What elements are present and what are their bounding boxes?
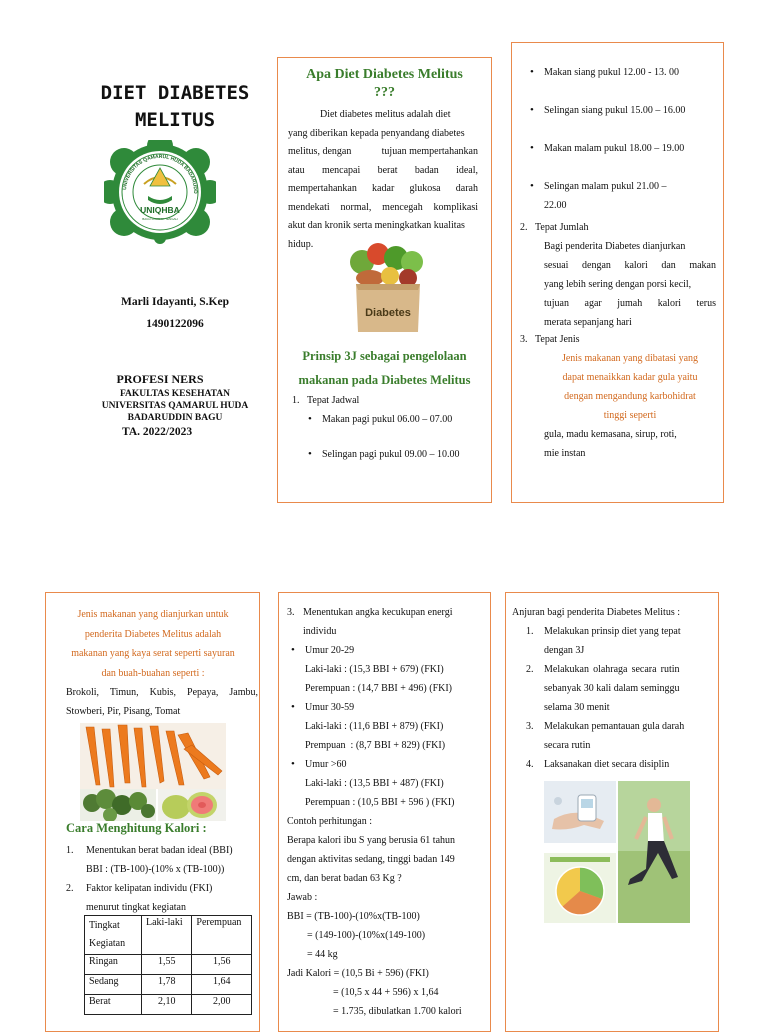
principle-item-3-title — [520, 330, 716, 349]
age-group — [287, 641, 487, 698]
formula-male: Laki-laki : (11,6 BBI + 879) (FKI) — [305, 721, 444, 732]
table-row — [85, 975, 252, 995]
panel-recommendations — [505, 592, 719, 1032]
broccoli-image — [80, 789, 156, 821]
schedule-list-continued — [526, 63, 716, 215]
text-line: dapat menaikkan kadar gula yaitu — [562, 372, 698, 383]
table-cell: 1,78 — [142, 975, 192, 995]
text-line: Melakukan prinsip diet yang tepat — [544, 626, 681, 637]
table-header-cell: Perempuan — [192, 916, 252, 955]
formula-female: Perempuan : (14,7 BBI + 496) (FKI) — [305, 683, 453, 694]
example-title: Contoh perhitungan : — [287, 816, 372, 827]
table-cell: 2,10 — [142, 995, 192, 1015]
recommendation-item — [526, 660, 706, 717]
text-line: BBI : (TB-100)-(10% x (TB-100)) — [86, 864, 225, 875]
panel2-heading-line2: ??? — [374, 85, 395, 100]
principle-item-2-label: Tepat Jumlah — [535, 222, 589, 233]
table-header-row — [85, 916, 252, 955]
step-text — [303, 603, 452, 641]
item-number: 2. — [526, 664, 534, 675]
table-cell: Ringan — [85, 955, 142, 975]
faculty-block — [70, 388, 280, 424]
principle-item-2-title — [520, 218, 716, 237]
panel2-heading-line1: Apa Diet Diabetes Melitus — [306, 67, 463, 82]
vegetable-box-icon — [348, 240, 428, 334]
university-name-2: BADARUDDIN BAGU — [127, 413, 223, 423]
text-line: Brokoli, Timun, Kubis, Pepaya, Jambu, — [66, 687, 258, 698]
table-header-cell: Laki-laki — [142, 916, 192, 955]
text-line: mie instan — [544, 448, 586, 459]
panel2-paragraph — [288, 106, 478, 254]
schedule-list — [304, 410, 487, 464]
principle-item-2-text — [520, 237, 716, 332]
calc-line: = (149-100)-(10%x(149-100) — [307, 930, 426, 941]
recommendation-item — [526, 717, 706, 755]
item-number: 3. — [520, 334, 528, 345]
diabetes-box-label: Diabetes — [365, 307, 411, 319]
item-number: 2. — [520, 222, 528, 233]
age-label: • Umur 20-29 — [305, 645, 355, 656]
text-line: penderita Diabetes Melitus adalah — [84, 628, 222, 640]
step-text — [86, 879, 212, 917]
carrot-image — [80, 723, 226, 789]
schedule-line: 22.00 — [544, 200, 567, 211]
text-line: tujuan agar jumah kalori terus — [544, 298, 716, 309]
text-line: dengan mengandung karbohidrat — [564, 391, 696, 402]
text-line: tinggi seperti — [603, 410, 657, 421]
student-number: 1490122096 — [146, 318, 204, 330]
text-line: Jenis makanan yang dianjurkan untuk — [77, 609, 229, 620]
text-line: individu — [303, 626, 337, 637]
calorie-step-3 — [287, 603, 487, 641]
text-line: Menentukan angka kecukupan energi — [303, 607, 453, 618]
principle-item-3 — [520, 330, 716, 463]
age-groups — [287, 641, 487, 812]
age-label: • Umur >60 — [305, 759, 347, 770]
para-line-a: melitus, dengan — [288, 146, 352, 157]
calc-line: = (10,5 x 44 + 596) x 1,64 — [333, 987, 439, 998]
calorie-step-1 — [66, 841, 258, 879]
text-line: Menentukan berat badan ideal (BBI) — [86, 845, 233, 856]
para-line: akut dan kronik serta meningkatkan kualitas — [288, 220, 465, 231]
recommendation-item — [526, 622, 706, 660]
age-group — [287, 755, 487, 812]
para-line: yang diberikan kepada penyandang diabetes — [288, 127, 465, 139]
restricted-food-text — [520, 349, 716, 425]
energy-content — [287, 603, 487, 1021]
text-line: Faktor kelipatan individu (FKI) — [86, 883, 213, 894]
panel-recommended-food — [45, 592, 260, 1032]
schedule-item: • Makan siang pukul 12.00 - 13. 00 — [526, 63, 716, 82]
step-text — [86, 841, 233, 879]
blood-glucose-meter-icon — [544, 781, 616, 843]
author-name: Marli Idayanti, S.Kep — [121, 296, 229, 308]
exercise-image — [618, 781, 690, 923]
schedule-item: • Makan pagi pukul 06.00 – 07.00 — [304, 410, 487, 429]
academic-year: TA. 2022/2023 — [122, 426, 193, 438]
faculty-name: FAKULTAS KESEHATAN — [119, 389, 231, 399]
table-cell: 1,64 — [192, 975, 252, 995]
table-cell: 1,55 — [142, 955, 192, 975]
table-cell: Berat — [85, 995, 142, 1015]
calc-line: = 44 kg — [307, 949, 338, 960]
item-text — [544, 622, 681, 660]
item-number: 1. — [526, 626, 534, 637]
item-text — [544, 660, 680, 717]
step-number: 3. — [287, 607, 295, 618]
panel-energy-needs — [278, 592, 491, 1032]
schedule-line: • Selingan malam pukul 21.00 – — [544, 181, 667, 192]
text-line: dengan 3J — [544, 645, 585, 656]
text-line: Stowberi, Pir, Pisang, Tomat — [66, 706, 181, 717]
guava-icon — [158, 789, 226, 821]
text-line: Melakukan olahraga secara rutin — [544, 664, 680, 675]
table-cell: Sedang — [85, 975, 142, 995]
para-line: Diet diabetes melitus adalah diet — [320, 109, 451, 120]
answer-label: Jawab : — [287, 892, 318, 903]
table-cell: 1,56 — [192, 955, 252, 975]
principle-item-2 — [520, 218, 716, 332]
calc-line: Jadi Kalori = (10,5 Bi + 596) (FKI) — [287, 968, 429, 979]
principle-item-1 — [292, 391, 487, 410]
calc-line: BBI = (TB-100)-(10%x(TB-100) — [287, 911, 420, 922]
calorie-step-2 — [66, 879, 258, 917]
formula-female: Prempuan : (8,7 BBI + 829) (FKI) — [305, 740, 446, 751]
principle-heading-line1: Prinsip 3J sebagai pengelolaan — [302, 349, 467, 363]
formula-male: Laki-laki : (13,5 BBI + 487) (FKI) — [305, 778, 444, 789]
item-number: 3. — [526, 721, 534, 732]
text-line: dan buah-buahan seperti : — [101, 667, 205, 679]
schedule-item: • Selingan siang pukul 15.00 – 16.00 — [526, 101, 716, 120]
cover-title — [70, 80, 280, 134]
recommendation-item — [526, 755, 706, 774]
text-line: Berapa kalori ibu S yang berusia 61 tahun — [287, 835, 456, 846]
recommendation-heading: Anjuran bagi penderita Diabetes Melitus : — [512, 607, 681, 618]
cover-title-line1: DIET DIABETES — [100, 82, 250, 104]
step-number: 2. — [66, 883, 74, 894]
table-row — [85, 955, 252, 975]
svg-text:UNIQHBA: UNIQHBA — [140, 205, 180, 215]
example-question — [287, 831, 487, 888]
principle-heading-line2: makanan pada Diabetes Melitus — [298, 373, 471, 387]
broccoli-icon — [80, 789, 156, 821]
para-line: mendekati normal, mencegah komplikasi — [288, 201, 478, 213]
svg-text:UNIVERSITAS QAMARUL HUDA BADAR: UNIVERSITAS QAMARUL HUDA BADARUDD — [122, 153, 199, 194]
text-line: makanan yang kaya serat seperti sayuran — [71, 648, 235, 659]
text-line: secara rutin — [544, 740, 591, 751]
schedule-item: • Makan malam pukul 18.00 – 19.00 — [526, 139, 716, 158]
text-line: Jenis makanan yang dibatasi yang — [561, 353, 699, 364]
cover-title-line2: MELITUS — [134, 109, 216, 131]
para-line — [288, 143, 478, 162]
formula-female: Perempuan : (10,5 BBI + 596 ) (FKI) — [305, 797, 455, 808]
principle-list — [292, 391, 487, 464]
text-line: dengan aktivitas sedang, tinggi badan 149 — [287, 854, 455, 865]
recommendation-list — [526, 622, 706, 774]
recommended-food-text — [54, 605, 252, 683]
para-line: hidup. — [288, 238, 314, 250]
carrots-icon — [80, 723, 226, 789]
item-number: 4. — [526, 759, 534, 770]
university-name: UNIVERSITAS QAMARUL HUDA — [101, 401, 249, 411]
panel-schedule-continued — [511, 42, 724, 503]
recommended-food-examples — [66, 683, 258, 721]
panel-what-is-diet — [277, 57, 492, 503]
calc-line: = 1.735, dibulatkan 1.700 kalori — [333, 1006, 462, 1017]
text-line: merata sepanjang hari — [544, 317, 632, 328]
woman-exercising-icon — [618, 781, 690, 923]
text-line: selama 30 menit — [544, 702, 610, 713]
para-line: mempertahankan kadar glukosa darah — [288, 183, 478, 194]
table-header-cell: Tingkat Kegiatan — [85, 916, 142, 955]
table-row — [85, 995, 252, 1015]
age-label: • Umur 30-59 — [305, 702, 355, 713]
activity-factor-table — [84, 915, 252, 1015]
glucose-monitoring-image — [544, 781, 616, 843]
uniqhba-logo-icon — [104, 140, 216, 244]
text-line: sebanyak 30 kali dalam seminggu — [544, 683, 680, 694]
text-line: menurut tingkat kegiatan — [86, 902, 186, 913]
guava-image — [158, 789, 226, 821]
restricted-food-examples — [520, 425, 716, 463]
para-line-b: tujuan mempertahankan — [381, 146, 478, 157]
principle-item-3-label: Tepat Jenis — [535, 334, 580, 345]
text-line: gula, madu kemasana, sirup, roti, — [544, 429, 677, 440]
svg-text:BAGU LOMBOK TENGAH: BAGU LOMBOK TENGAH — [142, 217, 178, 221]
calorie-heading: Cara Menghitung Kalori : — [66, 821, 207, 835]
age-group — [287, 698, 487, 755]
step-number: 1. — [66, 845, 74, 856]
text-line: Melakukan pemantauan gula darah — [544, 721, 685, 732]
item-text — [544, 717, 684, 755]
university-logo — [104, 140, 216, 244]
text-line: cm, dan berat badan 63 Kg ? — [287, 873, 402, 884]
program-name: PROFESI NERS — [116, 372, 204, 386]
formula-male: Laki-laki : (15,3 BBI + 679) (FKI) — [305, 664, 444, 675]
panel2-heading — [278, 66, 491, 102]
principle-item-1-label: Tepat Jadwal — [307, 395, 360, 406]
text-line: Bagi penderita Diabetes dianjurkan — [544, 241, 686, 252]
diabetes-plate-icon — [544, 853, 616, 923]
schedule-item — [526, 177, 716, 215]
text-line: sesuai dengan kalori dan makan — [544, 260, 716, 271]
table-cell: 2,00 — [192, 995, 252, 1015]
item-number: 1. — [292, 395, 300, 406]
calorie-steps — [66, 841, 258, 917]
text-line: yang lebih sering dengan porsi kecil, — [544, 279, 692, 290]
principle-heading — [278, 344, 491, 392]
item-text: Laksanakan diet secara disiplin — [544, 759, 670, 770]
diabetes-food-box-image — [348, 240, 428, 334]
food-plate-image — [544, 853, 616, 923]
para-line: atau mencapai berat badan ideal, — [288, 164, 478, 176]
schedule-item: • Selingan pagi pukul 09.00 – 10.00 — [304, 445, 487, 464]
